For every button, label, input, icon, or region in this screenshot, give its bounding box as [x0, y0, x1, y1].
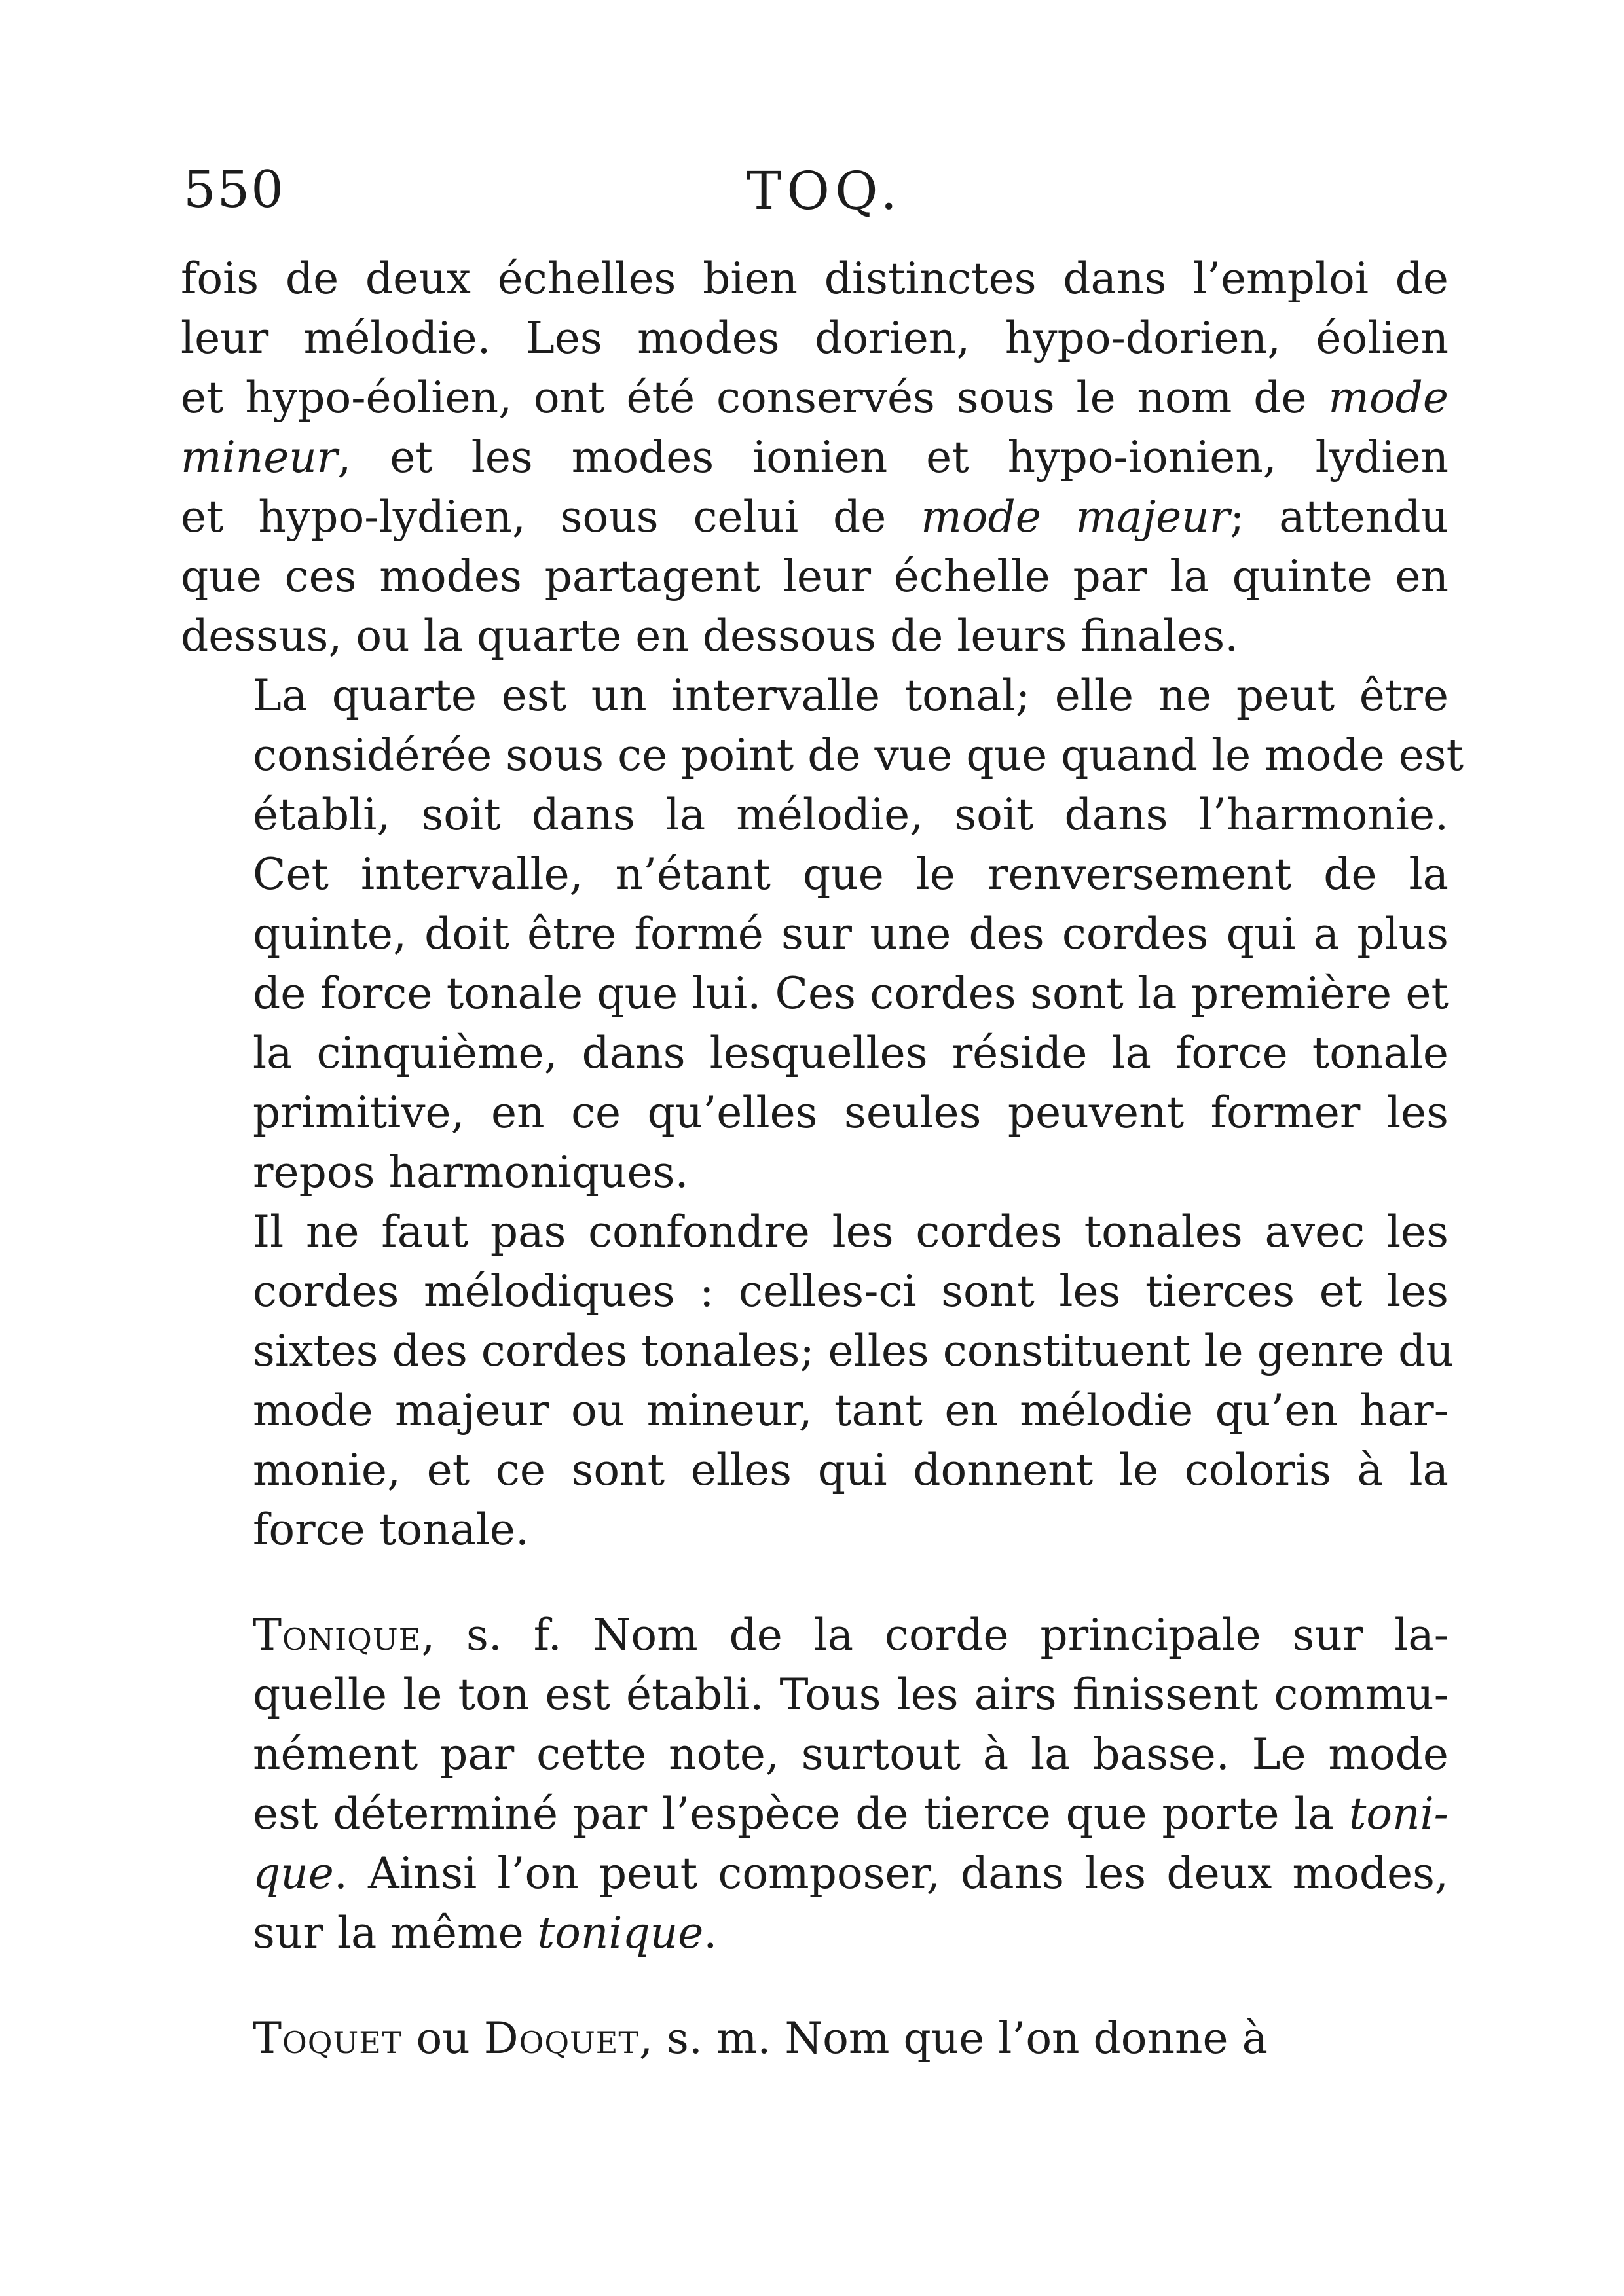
text-line: établi, soit dans la mélodie, soit dans l’harmonie.	[253, 790, 1449, 840]
italic-term: toni-	[1348, 1789, 1449, 1839]
entry-text: , s. f. Nom de la corde principale sur la-	[421, 1610, 1449, 1660]
text-line	[181, 1903, 1449, 1963]
running-head: TOQ.	[747, 160, 902, 221]
text-line: repos harmoniques.	[253, 1147, 689, 1197]
paragraph-quarte	[181, 666, 1464, 1202]
body-text	[181, 249, 1464, 2068]
entry-text: . Ainsi l’on peut composer, dans les deux modes,	[333, 1848, 1449, 1899]
paragraph-continuation	[181, 249, 1449, 666]
text-line: la cinquième, dans lesquelles réside la force tonale	[253, 1028, 1449, 1078]
text-line	[181, 1605, 1449, 1665]
text-line: La quarte est un intervalle tonal; elle ne peut être	[253, 670, 1449, 721]
entry-text: .	[703, 1908, 718, 1958]
text-line: dessus, ou la quarte en dessous de leurs finales.	[181, 611, 1239, 661]
entry-text: , s. m. Nom que l’on donne à	[639, 2013, 1268, 2064]
text-line: leur mélodie. Les modes dorien, hypo-dorien, éolien	[181, 313, 1449, 363]
text-line: Il ne faut pas confondre les cordes tonales avec les	[253, 1207, 1449, 1257]
text-line: que ces modes partagent leur échelle par la quinte en	[181, 551, 1449, 602]
text-line	[181, 2009, 1449, 2068]
text-line: monie, et ce sont elles qui donnent le coloris à la	[253, 1445, 1449, 1495]
entry-toquet	[181, 2009, 1449, 2068]
text-line: mineur, et les modes ionien et hypo-ionien, lydien	[181, 432, 1449, 483]
page-header	[183, 160, 1454, 232]
headword-toquet: Toquet	[253, 2013, 403, 2064]
headword-tonique: Tonique	[253, 1610, 422, 1660]
headword-doquet: Doquet	[483, 2013, 640, 2064]
text-line: quinte, doit être formé sur une des cordes qui a plus	[253, 909, 1449, 959]
italic-term: tonique	[537, 1908, 704, 1958]
italic-term: mode majeur	[921, 492, 1230, 542]
entry-text: sur la même	[253, 1908, 538, 1958]
text-line: Cet intervalle, n’étant que le renversement de la	[253, 849, 1449, 900]
text-line: mode majeur ou mineur, tant en mélodie qu’en har-	[253, 1385, 1449, 1436]
paragraph-cordes	[181, 1202, 1454, 1559]
text-line	[181, 1844, 1449, 1903]
text-line: et hypo-lydien, sous celui de mode majeur; attendu	[181, 492, 1449, 542]
entry-text: est déterminé par l’espèce de tierce que porte la	[253, 1789, 1349, 1839]
text-line: sixtes des cordes tonales; elles constituent le genre du	[253, 1326, 1454, 1376]
italic-term: mineur	[181, 432, 338, 483]
text-line: cordes mélodiques : celles-ci sont les tierces et les	[253, 1266, 1449, 1317]
text-line: force tonale.	[253, 1504, 529, 1555]
text-line: primitive, en ce qu’elles seules peuvent former les	[253, 1087, 1449, 1138]
entry-text: ou	[402, 2013, 484, 2064]
text-line: de force tonale que lui. Ces cordes sont la première et	[253, 968, 1449, 1019]
text-line	[181, 1784, 1449, 1844]
text-line: considérée sous ce point de vue que quand le mode est	[253, 730, 1464, 780]
text-line: nément par cette note, surtout à la basse. Le mode	[253, 1729, 1449, 1779]
entry-tonique	[181, 1605, 1449, 1963]
page-number: 550	[183, 160, 285, 219]
text-line: quelle le ton est établi. Tous les airs finissent commu-	[253, 1669, 1449, 1720]
text-line: et hypo-éolien, ont été conservés sous le nom de mode	[181, 373, 1449, 423]
italic-term: mode	[1328, 373, 1449, 423]
italic-term: que	[253, 1848, 334, 1899]
text-line: fois de deux échelles bien distinctes dans l’emploi de	[181, 253, 1449, 304]
